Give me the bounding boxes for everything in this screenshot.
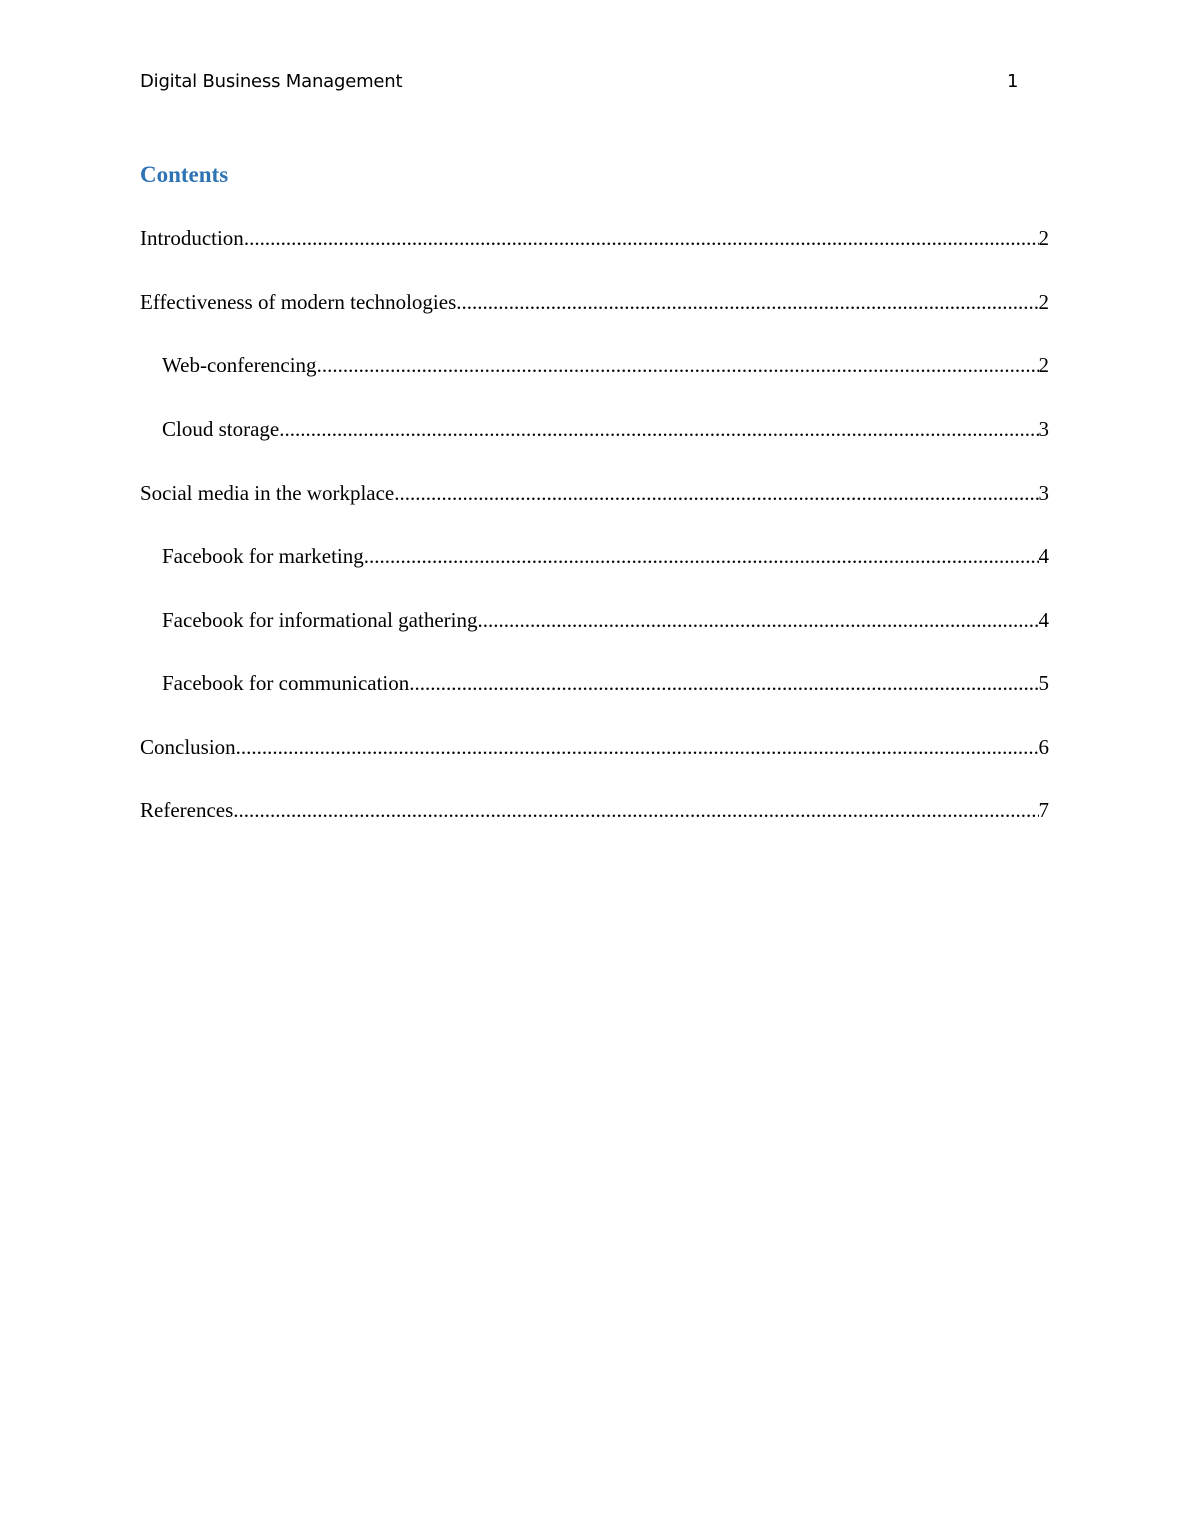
toc-entry-introduction[interactable] — [140, 226, 1049, 256]
toc-entry-label: Facebook for communication — [162, 671, 410, 695]
toc-dot-leader — [236, 735, 1039, 760]
toc-entry-label: Social media in the workplace — [140, 481, 395, 505]
toc-entry-label: Facebook for marketing — [162, 544, 364, 568]
toc-entry-page: 3 — [1038, 481, 1049, 505]
toc-entry-conclusion[interactable] — [140, 735, 1049, 765]
toc-dot-leader — [233, 798, 1038, 823]
toc-entry-page: 4 — [1038, 544, 1049, 568]
toc-dot-leader — [244, 226, 1039, 251]
header-page-number: 1 — [1007, 71, 1019, 92]
toc-entry-label: Effectiveness of modern technologies — [140, 290, 457, 314]
toc-entry-page: 2 — [1038, 353, 1049, 377]
toc-dot-leader — [279, 417, 1038, 442]
toc-dot-leader — [456, 290, 1038, 315]
toc-dot-leader — [409, 671, 1038, 696]
toc-entry-facebook-for-informational-gathering[interactable] — [162, 608, 1049, 638]
toc-entry-page: 2 — [1038, 290, 1049, 314]
toc-entry-cloud-storage[interactable] — [162, 417, 1049, 447]
toc-entry-page: 7 — [1038, 798, 1049, 822]
toc-entry-page: 3 — [1038, 417, 1049, 441]
toc-dot-leader — [394, 481, 1038, 506]
toc-entry-label: Web-conferencing — [162, 353, 317, 377]
toc-entry-label: Conclusion — [140, 735, 236, 759]
toc-entry-social-media-in-the-workplace[interactable] — [140, 481, 1049, 511]
toc-entry-facebook-for-marketing[interactable] — [162, 544, 1049, 574]
toc-entry-facebook-for-communication[interactable] — [162, 671, 1049, 701]
toc-entry-label: Cloud storage — [162, 417, 280, 441]
toc-dot-leader — [364, 544, 1039, 569]
toc-entry-label: References — [140, 798, 234, 822]
toc-heading: Contents — [140, 162, 229, 187]
toc-entry-references[interactable] — [140, 798, 1049, 828]
toc-dot-leader — [477, 608, 1038, 633]
toc-entry-effectiveness-of-modern-technologies[interactable] — [140, 290, 1049, 320]
toc-dot-leader — [317, 353, 1039, 378]
toc-entry-page: 6 — [1038, 735, 1049, 759]
toc-entry-web-conferencing[interactable] — [162, 353, 1049, 383]
toc-entry-page: 5 — [1038, 671, 1049, 695]
running-header-title: Digital Business Management — [140, 71, 403, 92]
toc-entry-page: 2 — [1038, 226, 1049, 250]
toc-entry-label: Introduction — [140, 226, 244, 250]
toc-entry-label: Facebook for informational gathering — [162, 608, 478, 632]
toc-entry-page: 4 — [1038, 608, 1049, 632]
